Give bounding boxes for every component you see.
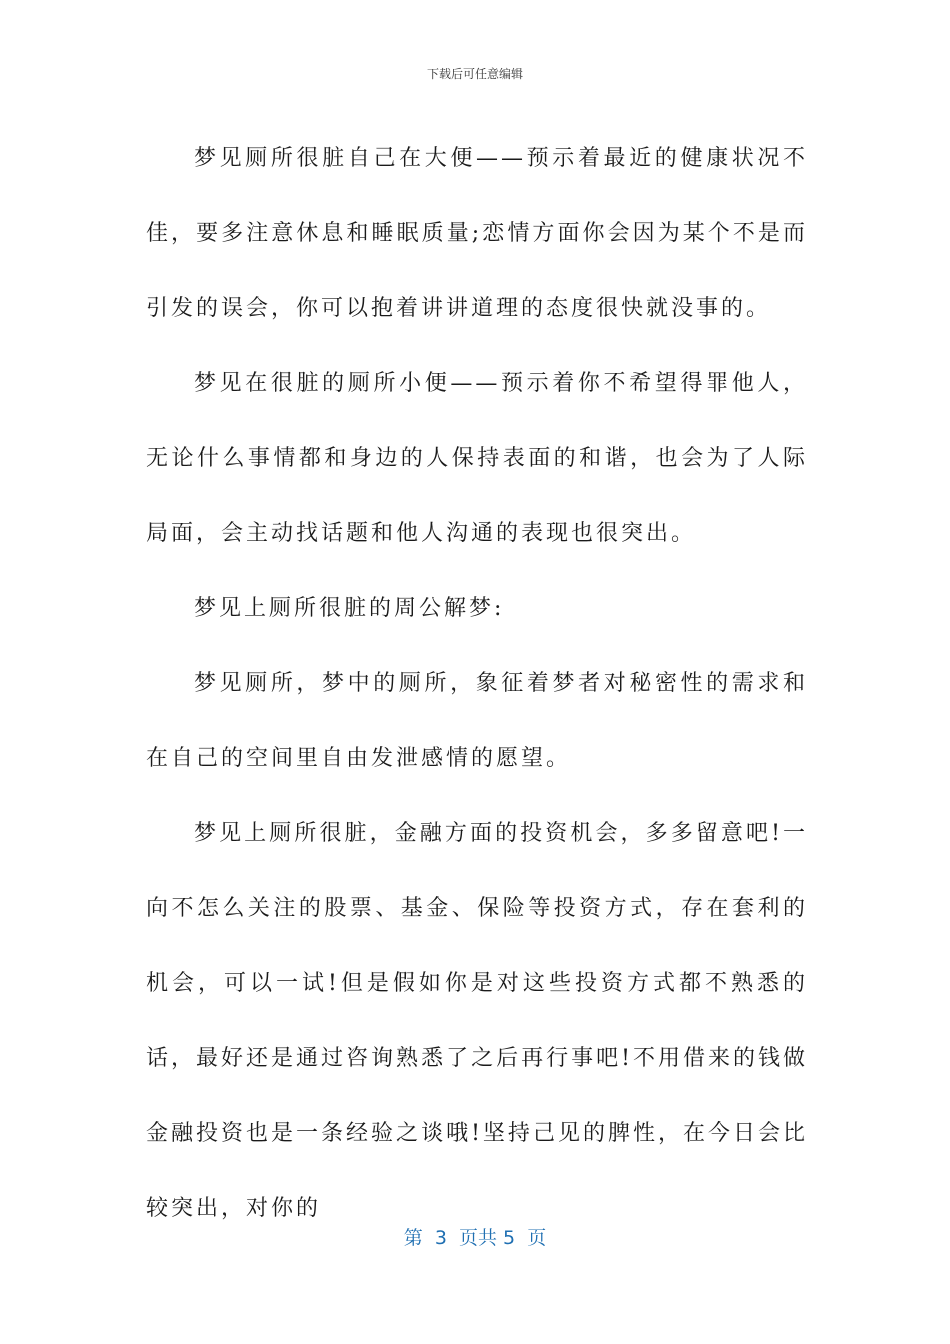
page-number-footer: 第 3 页共 5 页 (403, 1227, 547, 1249)
paragraph-5: 梦见上厕所很脏，金融方面的投资机会，多多留意吧!一向不怎么关注的股票、基金、保险等投资方式，存在套利的机会，可以一试!但是假如你是对这些投资方式都不熟悉的话，最好还是通过咨询熟悉了之后再行事吧!不用借来的钱做金融投资也是一条经验之谈哦!坚持己见的脾性，在今日会比较突出，对你的 (146, 821, 808, 1221)
paragraph-4: 梦见厕所，梦中的厕所，象征着梦者对秘密性的需求和在自己的空间里自由发泄感情的愿望。 (146, 671, 808, 771)
paragraph-1: 梦见厕所很脏自己在大便——预示着最近的健康状况不佳，要多注意休息和睡眠质量;恋情方面你会因为某个不是而引发的误会，你可以抱着讲讲道理的态度很快就没事的。 (146, 146, 808, 321)
paragraph-3: 梦见上厕所很脏的周公解梦: (194, 596, 505, 621)
document-body (146, 121, 808, 1246)
page-header-note: 下载后可任意编辑 (426, 67, 523, 81)
paragraph-2: 梦见在很脏的厕所小便——预示着你不希望得罪他人，无论什么事情都和身边的人保持表面的和谐，也会为了人际局面，会主动找话题和他人沟通的表现也很突出。 (146, 371, 808, 546)
